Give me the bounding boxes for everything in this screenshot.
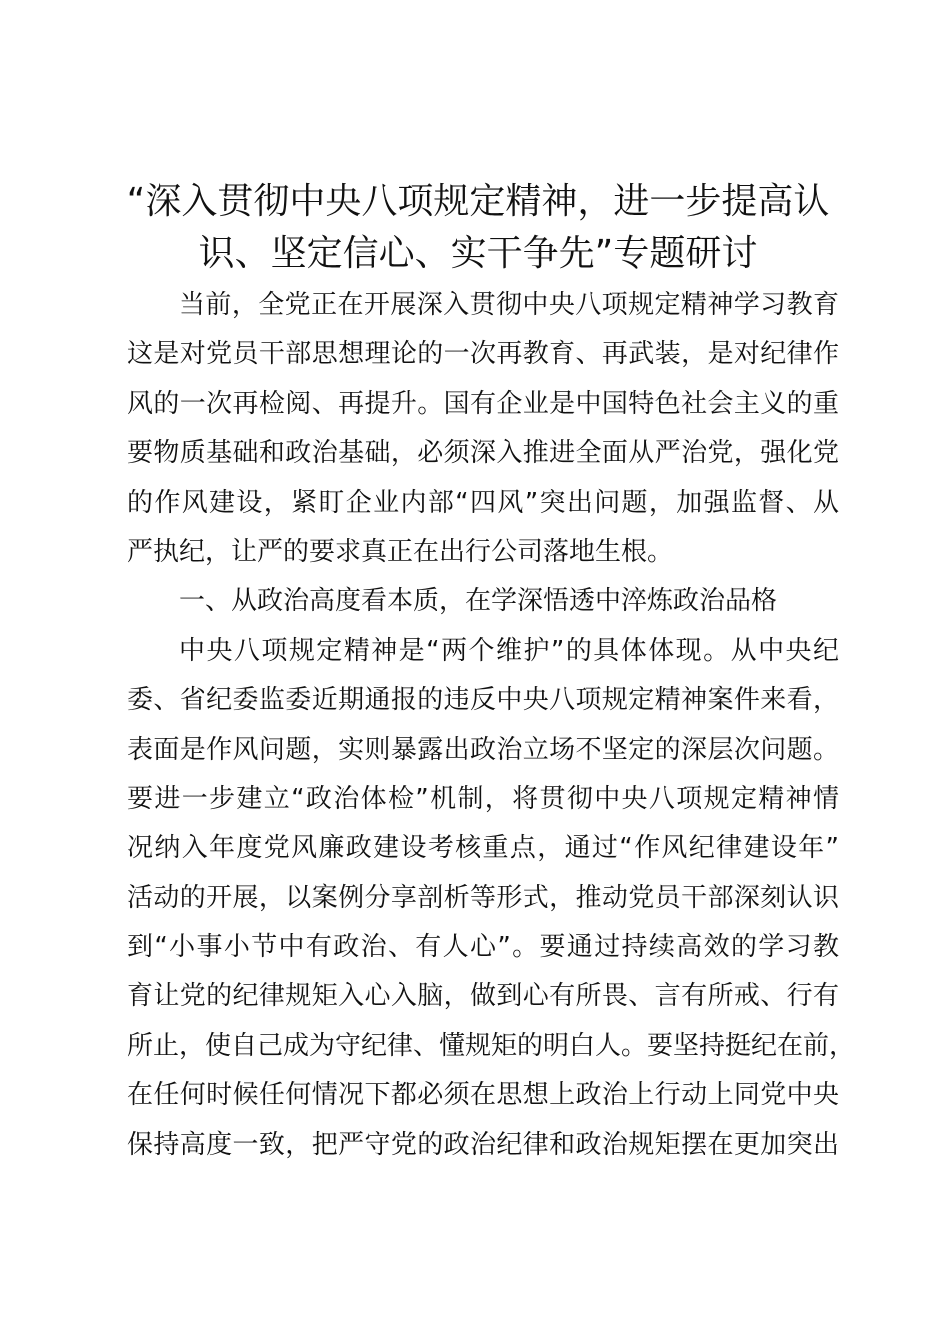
paragraph-line: 要进一步建立“政治体检”机制，将贯彻中央八项规定精神情 [127,783,839,814]
paragraph-line: 况纳入年度党风廉政建设考核重点，通过“作风纪律建设年” [127,833,839,864]
document-body [127,281,856,1170]
document-title [120,176,836,280]
paragraph-line: 表面是作风问题，实则暴露出政治立场不坚定的深层次问题。 [127,734,839,765]
paragraph-line: 育让党的纪律规矩入心入脑，做到心有所畏、言有所戒、行有 [127,981,839,1012]
paragraph-line: 的作风建设，紧盯企业内部“四风”突出问题，加强监督、从 [127,487,839,518]
paragraph-line: 这是对党员干部思想理论的一次再教育、再武装，是对纪律作 [127,339,839,370]
paragraph-line: 要物质基础和政治基础，必须深入推进全面从严治党，强化党 [127,438,839,469]
paragraph-line: 活动的开展，以案例分享剖析等形式，推动党员干部深刻认识 [127,882,839,913]
title-line-1: “深入贯彻中央八项规定精神，进一步提高认 [126,181,830,222]
paragraph-line: 到“小事小节中有政治、有人心”。要通过持续高效的学习教 [127,932,839,963]
paragraph-line: 委、省纪委监委近期通报的违反中央八项规定精神案件来看， [127,685,839,716]
paragraph-line: 在任何时候任何情况下都必须在思想上政治上行动上同党中央 [127,1080,839,1111]
section-heading: 一、从政治高度看本质，在学深悟透中淬炼政治品格 [179,586,778,617]
paragraph-line: 所止，使自己成为守纪律、懂规矩的明白人。要坚持挺纪在前， [127,1030,856,1061]
paragraph-line: 中央八项规定精神是“两个维护”的具体体现。从中央纪 [179,635,839,666]
paragraph-line: 当前，全党正在开展深入贯彻中央八项规定精神学习教育 [179,290,839,320]
title-line-2: 识、坚定信心、实干争先”专题研讨 [198,233,758,274]
paragraph-line: 风的一次再检阅、再提升。国有企业是中国特色社会主义的重 [127,388,839,419]
paragraph-line: 严执纪，让严的要求真正在出行公司落地生根。 [127,536,674,567]
paragraph-line: 保持高度一致，把严守党的政治纪律和政治规矩摆在更加突出 [127,1129,839,1160]
